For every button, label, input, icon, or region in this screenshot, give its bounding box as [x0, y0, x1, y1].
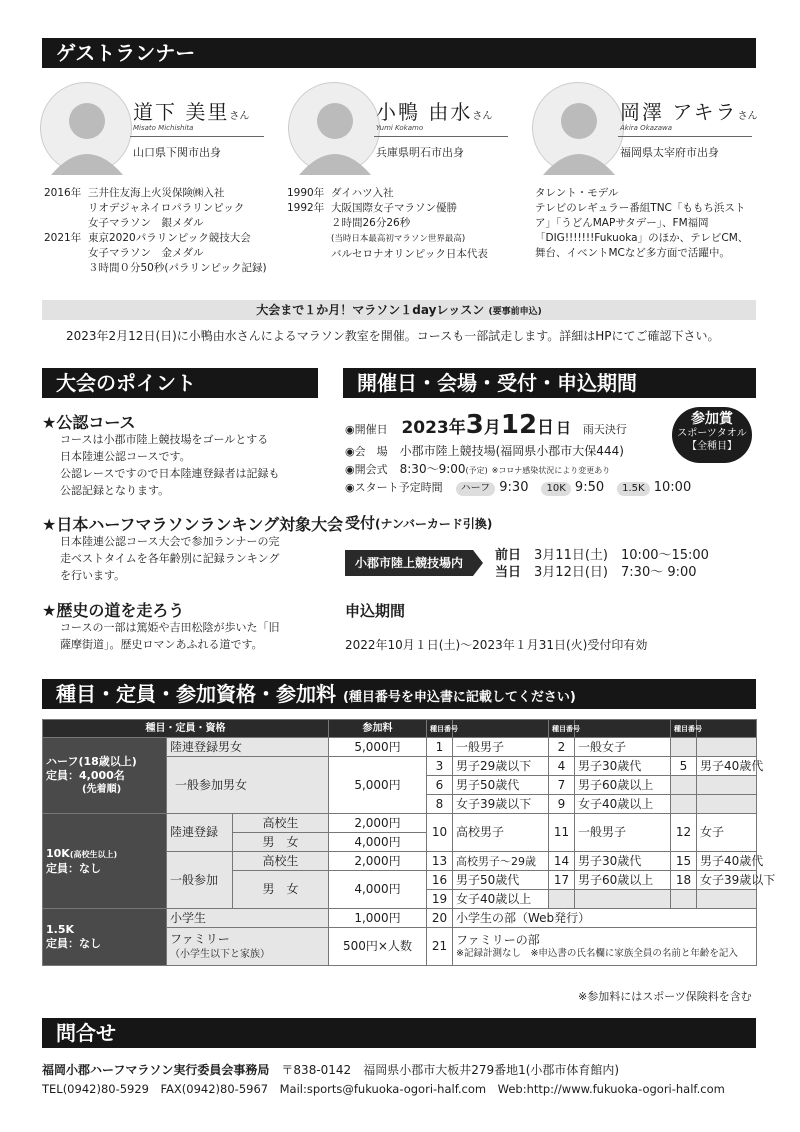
event-section-header: 開催日・会場・受付・申込期間: [343, 368, 756, 398]
table-row: 男 女 4,000円: [43, 833, 757, 852]
table-row: 1.5K 定員：なし 小学生 1,000円 20 小学生の部（Web発行）: [43, 909, 757, 928]
point-heading: ★公認コース: [42, 413, 136, 432]
points-section-header: 大会のポイント: [42, 368, 318, 398]
runner-photo-michishita: [40, 82, 132, 174]
table-row: 8 女子39歳以下 9 女子40歳以上: [43, 795, 757, 814]
point-heading: ★日本ハーフマラソンランキング対象大会: [42, 515, 344, 534]
event-date: ◉開催日 2023年3月12日 日 雨天決行: [345, 410, 627, 440]
runner-from: 山口県下関市出身: [133, 146, 221, 159]
divider: [374, 136, 508, 137]
runner-profile: 2016年 三井住友海上火災保険㈱入社 リオデジャネイロパラリンピック 女子マラソン 銀メダル 2021年 東京2020パラリンピック競技大会 女子マラソン 金メダル ３時間０分50秒(パラリンピック記録): [44, 187, 267, 274]
apply-period: 2022年10月１日(土)～2023年１月31日(火)受付印有効: [345, 638, 648, 652]
table-row: ファミリー （小学生以下と家族） 500円×人数 21 ファミリーの部 ※記録計測なし ※申込書の氏名欄に家族全員の名前と年齢を記入: [43, 928, 757, 966]
point-desc: コースは小郡市陸上競技場をゴールとする 日本陸連公認コースです。 公認レースですので日本陸連登録者は記録も 公認記録となります。: [60, 433, 280, 497]
table-row: 男 女 4,000円 16 男子50歳代 17 男子60歳以上 18 女子39歳以下: [43, 871, 757, 890]
runner-roman: Misato Michishita: [133, 124, 194, 132]
point-heading: ★歴史の道を走ろう: [42, 601, 185, 620]
point-desc: 日本陸連公認コース大会で参加ランナーの完 走ベストタイムを各年齢別に記録ランキング を行います。: [60, 535, 280, 582]
web-link[interactable]: Web:http://www.fukuoka-ogori-half.com: [497, 1082, 725, 1096]
runner-name: 小鴨 由水さん: [376, 100, 493, 124]
categories-section-header: 種目・定員・参加資格・参加料 (種目番号を申込書に記載してください): [42, 679, 756, 709]
fee-footnote: ※参加料にはスポーツ保険料を含む: [578, 990, 752, 1003]
runner-profile: 1990年 ダイハツ入社 1992年 大阪国際女子マラソン優勝 ２時間26分26秒 (当時日本最高初マラソン世界最高) バルセロナオリンピック日本代表: [287, 187, 488, 260]
mail-link[interactable]: Mail:sports@fukuoka-ogori-half.com: [279, 1082, 487, 1096]
contact-details: TEL(0942)80-5929 FAX(0942)80-5967 Mail:sports@fukuoka-ogori-half.com Web:http://www.fukuoka-ogori-half.com: [42, 1082, 725, 1096]
runner-photo-okazawa: [532, 82, 624, 174]
table-row: 6 男子50歳代 7 男子60歳以上: [43, 776, 757, 795]
table-row: 一般参加 高校生 2,000円 13 高校男子～29歳 14 男子30歳代 15 男子40歳代: [43, 852, 757, 871]
category-table: 種目・定員・資格 参加料 種目番号 種目番号 種目番号 ハーフ(18歳以上) 定員：4,000名 (先着順) 陸連登録男女 5,000円 1 一般男子 2 一般女子 一般参加男女 5,000円 3 男子29歳以下 4 男子30歳代 5 男子40歳代 6 男子50歳代 7 男子60歳以上 8 女子39歳以下 9 女子40歳以上 10K(高校生以上) 定員：なし 陸連登録 高校生 2,000円 10 高校男子 11 一般男子 12 女子 男 女 4,000円 一般参加 高校生 2,000円 13 高校男子～29歳 14 男子30歳代 15 男子40歳代 男 女 4,000円 16 男子50歳代 17 男子60歳以上 18 女子39歳以下 19 女子40歳以上 1.5K 定員：なし 小学生 1,000円 20 小学生の部（Web発行） ファミリー （小学生以下と家族） 500円×人数 21 ファミリーの部 ※記録計測なし ※申込書の氏名欄に家族全員の名前と年齢を記入: [42, 719, 757, 966]
event-opening: ◉開会式 8:30～9:00(予定) ※コロナ感染状況により変更あり: [345, 462, 611, 476]
lesson-text: 2023年2月12日(日)に小鴨由水さんによるマラソン教室を開催。コースも一部試走します。詳細はHPにてご確認下さい。: [66, 329, 720, 343]
reception-title: 受付(ナンバーカード引換): [345, 514, 493, 532]
reception-schedule: 前日 3月11日(土) 10:00～15:00 当日 3月12日(日) 7:30～ 9:00: [495, 548, 709, 580]
reception-arrow: [473, 550, 483, 576]
point-desc: コースの一部は篤姫や吉田松陰が歩いた「旧 薩摩街道」。歴史ロマンあふれる道です。: [60, 621, 280, 651]
table-row: 19 女子40歳以上: [43, 890, 757, 909]
divider: [618, 136, 752, 137]
reception-place: 小郡市陸上競技場内: [345, 550, 473, 576]
lesson-banner: 大会まで１か月！マラソン１dayレッスン (要事前申込): [42, 300, 756, 320]
table-row: ハーフ(18歳以上) 定員：4,000名 (先着順) 陸連登録男女 5,000円 1 一般男子 2 一般女子: [43, 738, 757, 757]
runner-name: 道下 美里さん: [133, 100, 250, 124]
runner-from: 福岡県太宰府市出身: [620, 146, 719, 159]
runner-name: 岡澤 アキラさん: [620, 100, 758, 124]
contact-org: 福岡小郡ハーフマラソン実行委員会事務局 〒838-0142 福岡県小郡市大板井279番地1(小郡市体育館内): [42, 1063, 620, 1077]
runner-roman: Akira Okazawa: [620, 124, 673, 132]
runner-profile: タレント・モデル テレビのレギュラー番組TNC「ももち浜スト ア」「うどんMAPサタデー」、FM福岡 「DIG!!!!!!!Fukuoka」のほか、テレビCM、 舞台、イベントMCなど多方面で活躍中。: [535, 187, 749, 259]
table-row: 一般参加男女 5,000円 3 男子29歳以下 4 男子30歳代 5 男子40歳代: [43, 757, 757, 776]
prize-badge: 参加賞 スポーツタオル 【全種目】: [672, 407, 752, 463]
table-row: 10K(高校生以上) 定員：なし 陸連登録 高校生 2,000円 10 高校男子 11 一般男子 12 女子: [43, 814, 757, 833]
guest-section-header: ゲストランナー: [42, 38, 756, 68]
runner-photo-kokamo: [288, 82, 380, 174]
event-start-times: ◉スタート予定時間 ハーフ 9:30 10K 9:50 1.5K 10:00: [345, 480, 692, 495]
runner-roman: Yumi Kokamo: [376, 124, 424, 132]
apply-title: 申込期間: [345, 602, 406, 620]
contact-section-header: 問合せ: [42, 1018, 756, 1048]
event-venue: ◉会 場 小郡市陸上競技場(福岡県小郡市大保444): [345, 444, 624, 458]
divider: [130, 136, 264, 137]
runner-from: 兵庫県明石市出身: [376, 146, 464, 159]
